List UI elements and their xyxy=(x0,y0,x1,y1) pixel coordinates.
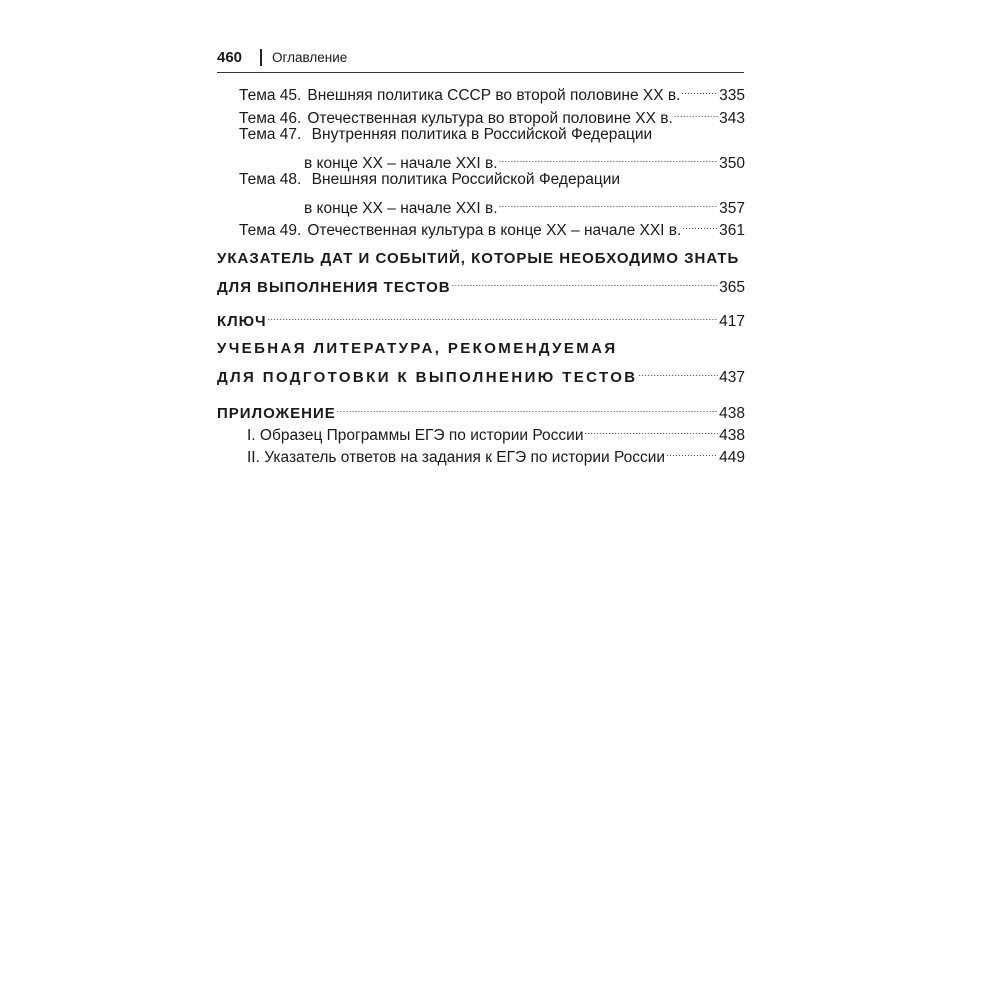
topic-title-line1: Внешняя политика Российской Федерации xyxy=(311,171,621,188)
dot-leader xyxy=(452,270,719,292)
appendix-item-title: II. Указатель ответов на задания к ЕГЭ по истории России xyxy=(247,449,666,466)
topic-number: Тема 46. xyxy=(239,110,302,127)
section-dates-index-line2 xyxy=(217,270,745,296)
page-ref: 335 xyxy=(719,87,745,104)
appendix-item-1 xyxy=(247,418,745,444)
topic-title: Внешняя политика СССР во второй половине XX в. xyxy=(307,87,681,104)
section-title: ПРИЛОЖЕНИЕ xyxy=(217,405,336,422)
dot-leader xyxy=(666,440,718,462)
toc-entry-topic-46 xyxy=(239,101,745,127)
section-literature-line2 xyxy=(217,360,745,386)
dot-leader xyxy=(674,101,718,123)
section-title: КЛЮЧ xyxy=(217,313,267,330)
section-dates-index-line1: УКАЗАТЕЛЬ ДАТ И СОБЫТИЙ, КОТОРЫЕ НЕОБХОДИМО ЗНАТЬ xyxy=(217,250,740,267)
dot-leader xyxy=(337,396,718,418)
topic-number: Тема 49. xyxy=(239,222,302,239)
dot-leader xyxy=(682,213,718,235)
topic-title: Отечественная культура во второй половине XX в. xyxy=(307,110,673,127)
topic-title-line2: в конце XX – начале XXI в. xyxy=(304,200,498,217)
dot-leader xyxy=(268,304,719,326)
page-ref: 343 xyxy=(719,110,745,127)
page-ref: 361 xyxy=(719,222,745,239)
dot-leader xyxy=(499,146,719,168)
page-number: 460 xyxy=(217,49,243,66)
section-title-line2: ДЛЯ ВЫПОЛНЕНИЯ ТЕСТОВ xyxy=(217,279,451,296)
toc-entry-topic-45 xyxy=(239,78,745,104)
header-title: Оглавление xyxy=(272,50,348,65)
topic-number: Тема 45. xyxy=(239,87,302,104)
topic-number: Тема 48. xyxy=(239,171,302,188)
section-appendix xyxy=(217,396,745,422)
dot-leader xyxy=(584,418,718,440)
appendix-item-title: I. Образец Программы ЕГЭ по истории России xyxy=(247,427,584,444)
topic-number: Тема 47. xyxy=(239,126,302,143)
toc-entry-topic-48-line2 xyxy=(304,191,745,217)
page-ref: 449 xyxy=(719,449,745,466)
page-ref: 350 xyxy=(719,155,745,172)
page-ref: 438 xyxy=(719,427,745,444)
topic-title-line2: в конце XX – начале XXI в. xyxy=(304,155,498,172)
page-ref: 365 xyxy=(719,279,745,296)
toc-entry-topic-49 xyxy=(239,213,745,239)
dot-leader xyxy=(499,191,719,213)
section-literature-line1: УЧЕБНАЯ ЛИТЕРАТУРА, РЕКОМЕНДУЕМАЯ xyxy=(217,340,618,357)
dot-leader xyxy=(639,360,719,382)
page-ref: 357 xyxy=(719,200,745,217)
dot-leader xyxy=(681,78,718,100)
page-ref: 438 xyxy=(719,405,745,422)
toc-entry-topic-47-line2 xyxy=(304,146,745,172)
toc-entry-topic-47-line1 xyxy=(239,124,652,146)
section-key xyxy=(217,304,745,330)
running-header xyxy=(217,46,744,73)
page-ref: 417 xyxy=(719,313,745,330)
page-ref: 437 xyxy=(719,369,745,386)
toc-entry-topic-48-line1 xyxy=(239,169,620,191)
section-title-line2: ДЛЯ ПОДГОТОВКИ К ВЫПОЛНЕНИЮ ТЕСТОВ xyxy=(217,369,638,386)
header-divider xyxy=(260,49,262,66)
topic-title-line1: Внутренняя политика в Российской Федерации xyxy=(311,126,653,143)
topic-title: Отечественная культура в конце XX – начале XXI в. xyxy=(307,222,682,239)
appendix-item-2 xyxy=(247,440,745,466)
